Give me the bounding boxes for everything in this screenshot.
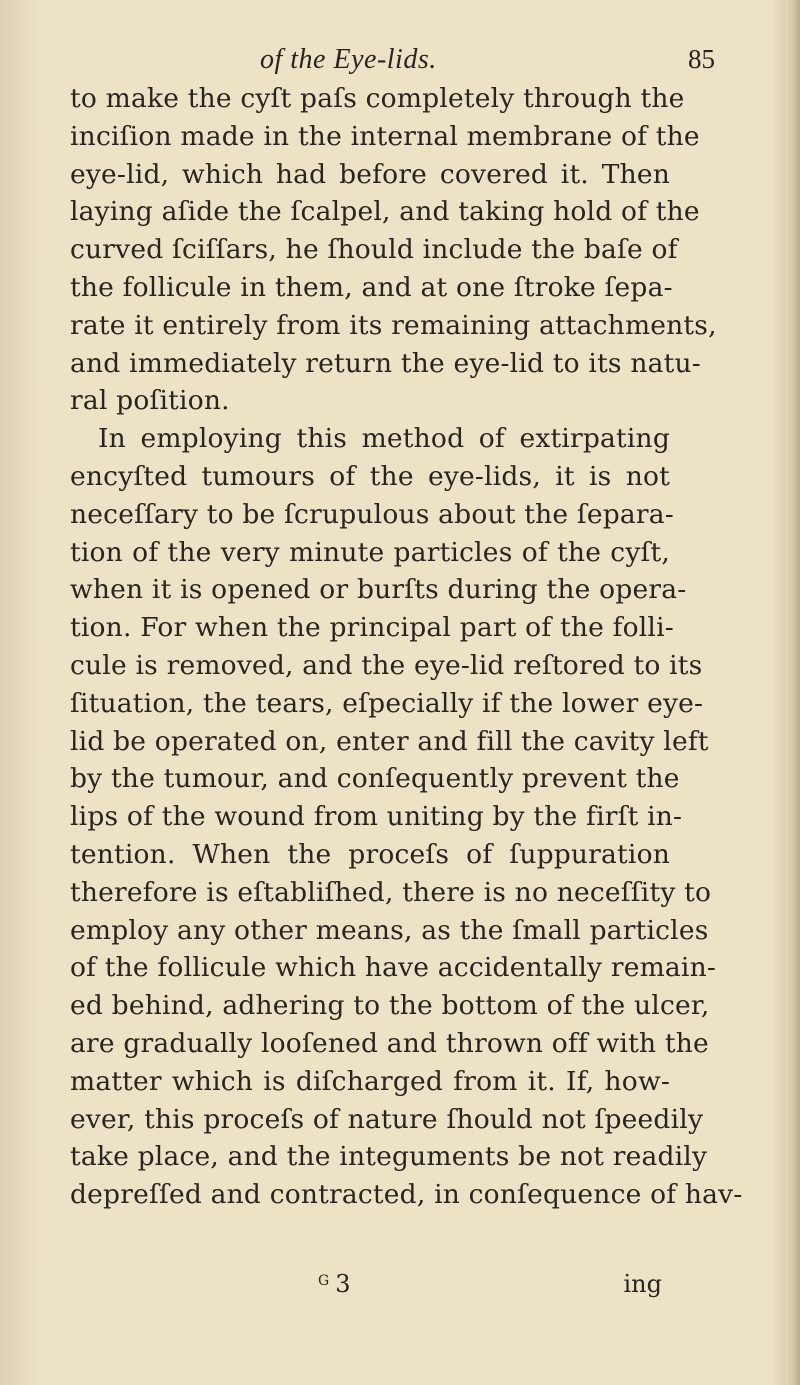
text-line: tion of the very minute particles of the cyſt, <box>70 536 670 568</box>
text-line: curved ſciſſars, he ſhould include the baſe of <box>70 234 678 266</box>
text-line: laying aſide the ſcalpel, and taking hold of the <box>70 196 700 228</box>
running-head: of the Eye-lids. <box>260 44 437 75</box>
text-line: matter which is diſcharged from it. If, how- <box>70 1065 670 1097</box>
text-line: by the tumour, and conſequently prevent the <box>70 763 680 795</box>
text-line: tention. When the proceſs of ſuppuration <box>70 838 670 870</box>
page-number: 85 <box>688 44 715 74</box>
catchword: ing <box>623 1270 662 1298</box>
signature-number: 3 <box>335 1270 351 1298</box>
text-line: encyſted tumours of the eye-lids, it is not <box>70 460 670 492</box>
text-line: are gradually looſened and thrown off with the <box>70 1027 709 1059</box>
signature-mark <box>318 1270 350 1298</box>
text-line: eye-lid, which had before covered it. Then <box>70 158 670 190</box>
text-line: when it is opened or burſts during the opera- <box>70 574 687 606</box>
text-line: ſituation, the tears, eſpecially if the lower eye- <box>70 687 704 719</box>
text-line: ever, this proceſs of nature ſhould not ſpeedily <box>70 1103 704 1135</box>
text-line: rate it entirely from its remaining attachments, <box>70 309 717 341</box>
text-line: to make the cyſt paſs completely through the <box>70 83 685 114</box>
text-line: depreſſed and contracted, in conſequence of hav- <box>70 1179 743 1211</box>
text-line: ral poſition. <box>70 385 230 417</box>
text-line: lips of the wound from uniting by the firſt in- <box>70 801 683 833</box>
text-line: therefore is eſtabliſhed, there is no neceſſity to <box>70 876 712 908</box>
text-line: ed behind, adhering to the bottom of the ulcer, <box>70 990 710 1022</box>
text-line: inciſion made in the internal membrane of the <box>70 120 700 152</box>
text-line: the follicule in them, and at one ſtroke ſepa- <box>70 271 673 303</box>
text-line: neceſſary to be ſcrupulous about the ſepara- <box>70 498 674 530</box>
page-header <box>70 38 730 82</box>
text-line: lid be operated on, enter and fill the cavity left <box>70 725 709 757</box>
text-line: and immediately return the eye-lid to its natu- <box>70 347 701 379</box>
page-edge <box>786 0 800 1385</box>
paragraph-start-line: In employing this method of extirpating <box>98 423 670 455</box>
page-footer <box>70 1270 670 1304</box>
text-line: of the follicule which have accidentally remain- <box>70 952 717 984</box>
signature-letter: G <box>318 1273 330 1289</box>
text-line: tion. For when the principal part of the folli- <box>70 612 674 644</box>
text-line: employ any other means, as the ſmall particles <box>70 914 709 946</box>
body-text <box>70 80 743 1214</box>
text-line: cule is removed, and the eye-lid reſtored to its <box>70 649 703 681</box>
text-line: take place, and the integuments be not readily <box>70 1141 708 1173</box>
